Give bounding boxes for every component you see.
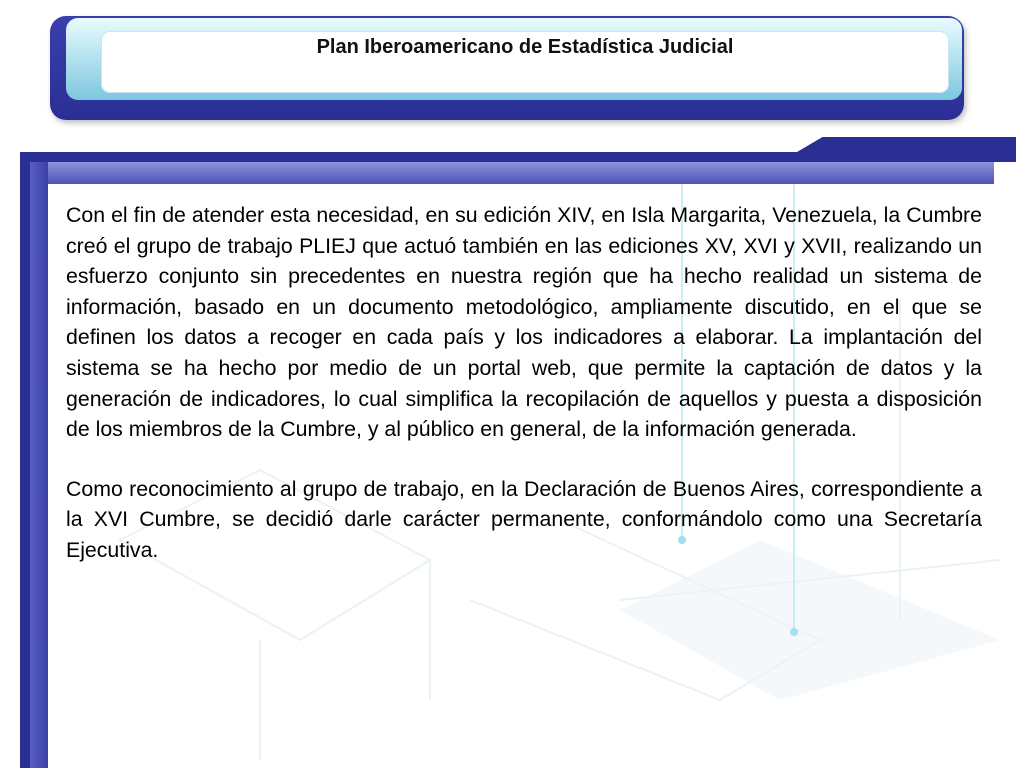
paragraph-1: Con el fin de atender esta necesidad, en su edición XIV, en Isla Margarita, Venezuela, la Cumbre creó el grupo de trabajo PLIEJ que actuó también en las ediciones XV, XVI y XVII, realizando un esfuerzo conjunto sin precedentes en nuestra región que ha hecho realidad un sistema de información, basado en un documento metodológico, ampliamente discutido, en el que se definen los datos a recoger en cada país y los indicadores a elaborar. La implantación del sistema se ha hecho por medio de un portal web, que permite la captación de datos y la generación de indicadores, lo cual simplifica la recopilación de aquellos y puesta a disposición de los miembros de la Cumbre, y al público en general, de la información generada. [66, 203, 982, 442]
frame-left-border [20, 152, 30, 768]
frame-top-border [20, 152, 848, 162]
frame-header-stripe [48, 162, 994, 184]
page-title: Plan Iberoamericano de Estadística Judicial [316, 36, 734, 58]
body-text [66, 200, 982, 566]
paragraph-2: Como reconocimiento al grupo de trabajo, en la Declaración de Buenos Aires, correspondiente a la XVI Cumbre, se decidió darle carácter permanente, conformándolo como una Secretaría Ejecutiva. [66, 476, 982, 562]
frame-left-bar [30, 162, 48, 768]
